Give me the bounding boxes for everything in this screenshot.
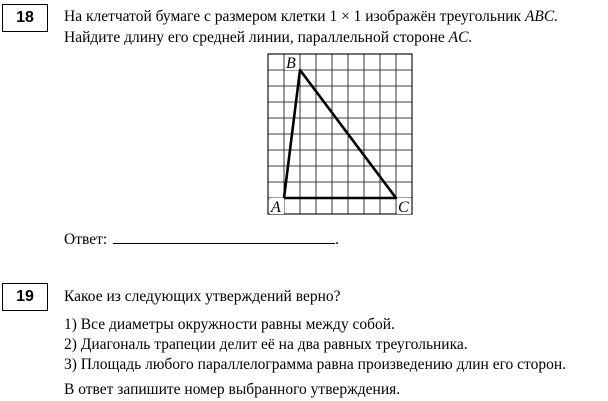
task-18-text-1: На клетчатой бумаге с размером клетки 1 × 1 изображён треугольник — [64, 8, 525, 25]
task-18-line-1 — [64, 6, 558, 27]
task-18-text-2: Найдите длину его средней линии, параллельной стороне — [64, 29, 449, 46]
grid-svg — [260, 52, 420, 218]
task-18-number-box — [2, 4, 48, 32]
statement-3: 3) Площадь любого параллелограмма равна произведению длин его сторон. — [64, 356, 567, 373]
statement-2: 2) Диагональ трапеции делит её на два равных треугольника. — [64, 336, 468, 353]
task-19-number-box — [2, 283, 48, 311]
vertex-label-a: A — [271, 199, 281, 216]
vertex-label-b: B — [286, 55, 296, 72]
triangle-grid-figure — [260, 52, 420, 223]
task-19-question: Какое из следующих утверждений верно? — [64, 288, 341, 305]
answer-period: . — [335, 231, 340, 248]
task-19-instruction: В ответ запишите номер выбранного утверждения. — [64, 381, 401, 398]
task-18-line-2 — [64, 27, 472, 48]
answer-row — [64, 229, 339, 250]
answer-field[interactable] — [113, 229, 335, 244]
answer-label: Ответ: — [64, 231, 108, 248]
task-18-side-name: AC. — [448, 29, 473, 46]
task-18-number: 18 — [16, 9, 34, 26]
statement-1: 1) Все диаметры окружности равны между собой. — [64, 316, 395, 333]
vertex-label-c: C — [398, 199, 409, 216]
task-18-triangle-name: ABC. — [524, 8, 559, 25]
task-19-number: 19 — [16, 288, 34, 305]
